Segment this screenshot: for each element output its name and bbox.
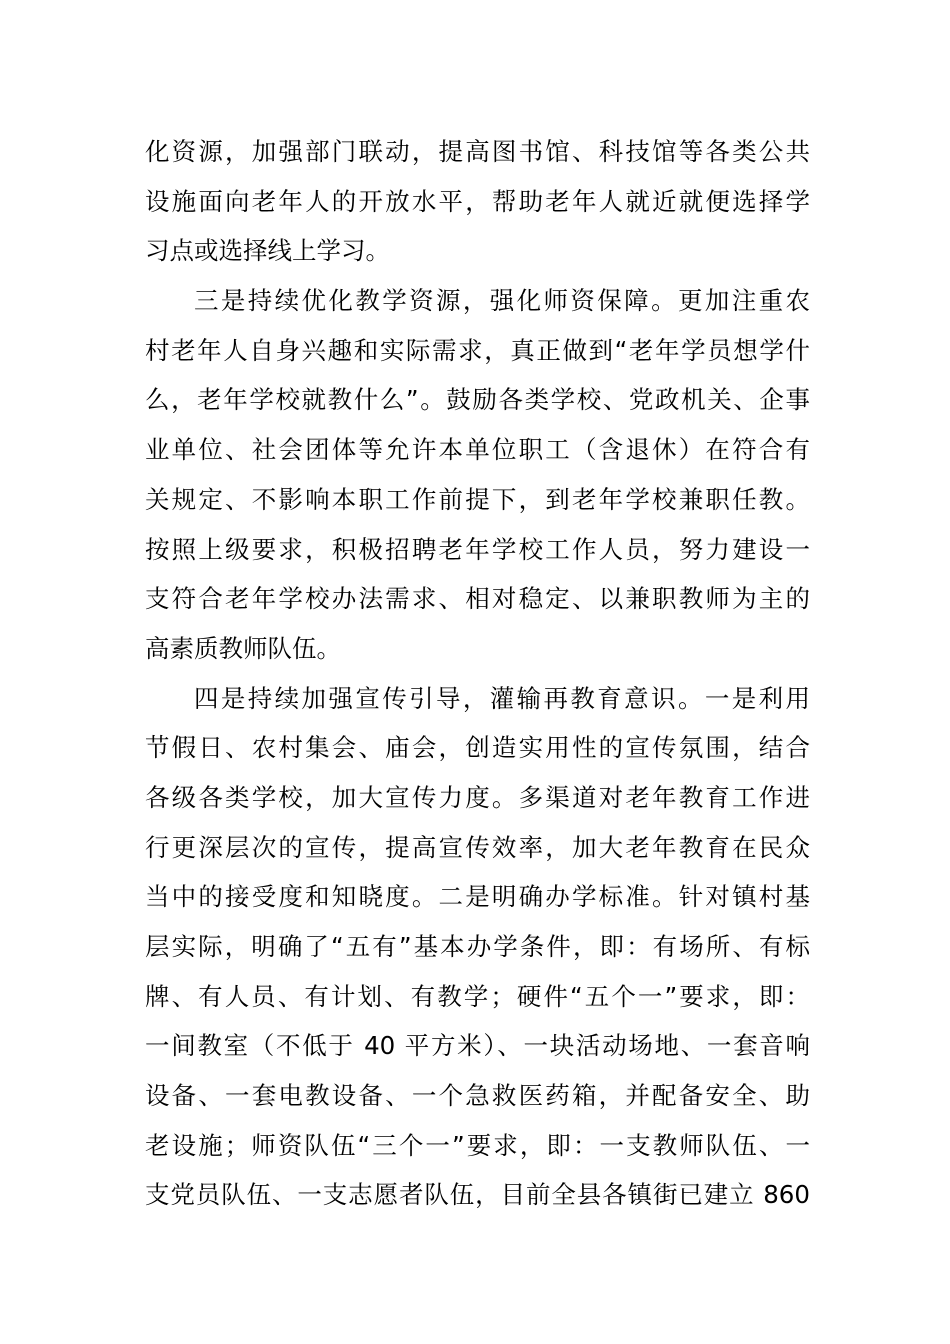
text-line: 支符合老年学校办法需求、相对稳定、以兼职教师为主的 — [145, 584, 810, 614]
text-line: 各级各类学校，加大宣传力度。多渠道对老年教育工作进 — [145, 782, 810, 812]
text-line: 行更深层次的宣传，提高宣传效率，加大老年教育在民众 — [145, 832, 810, 862]
text-line: 按照上级要求，积极招聘老年学校工作人员，努力建设一 — [145, 534, 810, 564]
text-line: 四是持续加强宣传引导，灌输再教育意识。一是利用 — [194, 683, 810, 713]
text-line: 老设施；师资队伍“三个一”要求，即：一支教师队伍、一 — [145, 1130, 810, 1160]
text-line: 层实际，明确了“五有”基本办学条件，即：有场所、有标 — [145, 932, 810, 961]
text-line: 当中的接受度和知晓度。二是明确办学标准。针对镇村基 — [145, 882, 810, 912]
text-line: 支党员队伍、一支志愿者队伍，目前全县各镇街已建立 860 — [145, 1180, 810, 1210]
text-line: 一间教室（不低于 40 平方米）、一块活动场地、一套音响 — [145, 1031, 810, 1061]
text-line: 化资源，加强部门联动，提高图书馆、科技馆等各类公共 — [145, 137, 810, 166]
text-line: 设施面向老年人的开放水平，帮助老年人就近就便选择学 — [145, 186, 810, 216]
body-text — [145, 127, 810, 1220]
text-line: 习点或选择线上学习。 — [145, 236, 390, 266]
text-line: 关规定、不影响本职工作前提下，到老年学校兼职任教。 — [145, 484, 810, 514]
text-line: 牌、有人员、有计划、有教学；硬件“五个一”要求，即： — [145, 981, 810, 1011]
text-line: 设备、一套电教设备、一个急救医药箱，并配备安全、助 — [145, 1081, 810, 1111]
text-line: 三是持续优化教学资源，强化师资保障。更加注重农 — [194, 286, 810, 316]
text-line: 节假日、农村集会、庙会，创造实用性的宣传氛围，结合 — [145, 733, 810, 763]
text-line: 村老年人自身兴趣和实际需求，真正做到“老年学员想学什 — [145, 335, 810, 365]
text-line: 高素质教师队伍。 — [145, 633, 341, 663]
text-line: 么，老年学校就教什么”。鼓励各类学校、党政机关、企事 — [145, 385, 810, 415]
text-line: 业单位、社会团体等允许本单位职工（含退休）在符合有 — [145, 435, 810, 465]
